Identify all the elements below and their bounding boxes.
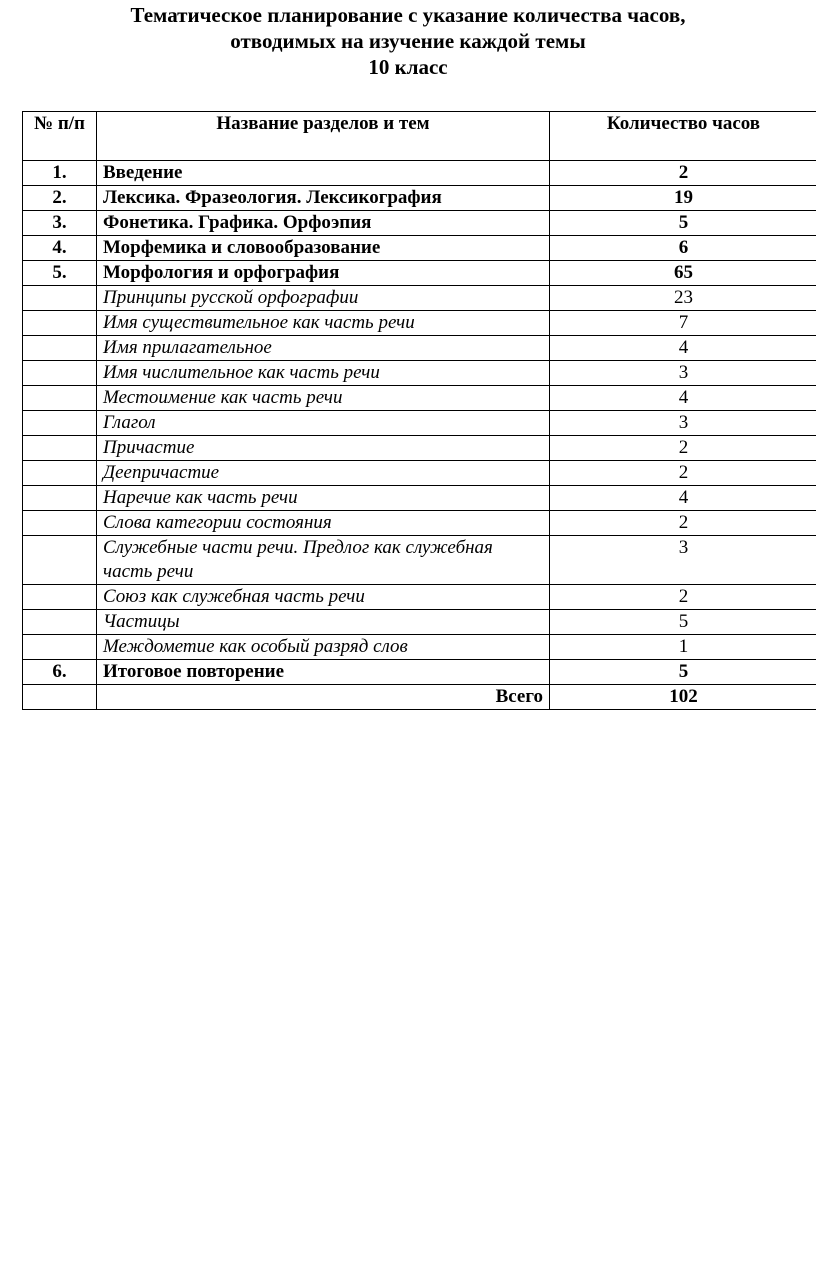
- row-hours: 2: [550, 585, 816, 610]
- table-row: [23, 286, 816, 311]
- table-row: [23, 236, 816, 261]
- row-topic-name: Деепричастие: [97, 461, 550, 486]
- row-hours: 4: [550, 386, 816, 411]
- table-row: [23, 336, 816, 361]
- row-hours: 3: [550, 536, 816, 585]
- row-topic-name: Морфология и орфография: [97, 261, 550, 286]
- row-hours: 5: [550, 211, 816, 236]
- table-row: [23, 261, 816, 286]
- row-hours: 2: [550, 161, 816, 186]
- row-hours: 2: [550, 461, 816, 486]
- row-number: [23, 386, 97, 411]
- row-topic-name: Глагол: [97, 411, 550, 436]
- row-hours: 5: [550, 660, 816, 685]
- row-number: [23, 436, 97, 461]
- table-row: [23, 436, 816, 461]
- title-line-3: 10 класс: [368, 55, 448, 79]
- table-row: [23, 511, 816, 536]
- table-row: [23, 311, 816, 336]
- row-number: 3.: [23, 211, 97, 236]
- row-number: 1.: [23, 161, 97, 186]
- row-hours: 6: [550, 236, 816, 261]
- table-row: [23, 610, 816, 635]
- row-number: [23, 361, 97, 386]
- table-row: [23, 660, 816, 685]
- total-number-cell: [23, 685, 97, 710]
- row-number: [23, 286, 97, 311]
- row-topic-name: Частицы: [97, 610, 550, 635]
- header-hours: Количество часов: [550, 112, 816, 161]
- table-row: [23, 536, 816, 585]
- row-number: [23, 585, 97, 610]
- row-number: [23, 610, 97, 635]
- row-topic-name: Слова категории состояния: [97, 511, 550, 536]
- table-row: [23, 486, 816, 511]
- row-hours: 3: [550, 411, 816, 436]
- row-topic-name: Лексика. Фразеология. Лексикография: [97, 186, 550, 211]
- page-title: [0, 2, 816, 80]
- row-topic-name: Принципы русской орфографии: [97, 286, 550, 311]
- row-number: [23, 511, 97, 536]
- row-number: [23, 635, 97, 660]
- row-hours: 23: [550, 286, 816, 311]
- header-number: № п/п: [23, 112, 97, 161]
- row-hours: 4: [550, 336, 816, 361]
- row-topic-name: Причастие: [97, 436, 550, 461]
- row-number: [23, 311, 97, 336]
- row-number: [23, 336, 97, 361]
- row-number: 2.: [23, 186, 97, 211]
- table-row: [23, 411, 816, 436]
- row-hours: 4: [550, 486, 816, 511]
- row-topic-name: Введение: [97, 161, 550, 186]
- total-row: [23, 685, 816, 710]
- row-number: [23, 536, 97, 585]
- row-topic-name: Наречие как часть речи: [97, 486, 550, 511]
- row-number: [23, 486, 97, 511]
- row-hours: 3: [550, 361, 816, 386]
- row-topic-name: Союз как служебная часть речи: [97, 585, 550, 610]
- thematic-plan-table: [22, 111, 816, 710]
- title-line-1: Тематическое планирование с указание количества часов,: [130, 3, 686, 27]
- row-number: [23, 411, 97, 436]
- table-row: [23, 461, 816, 486]
- row-number: [23, 461, 97, 486]
- row-hours: 7: [550, 311, 816, 336]
- row-hours: 5: [550, 610, 816, 635]
- row-topic-name: Местоимение как часть речи: [97, 386, 550, 411]
- row-topic-name: Междометие как особый разряд слов: [97, 635, 550, 660]
- table-row: [23, 211, 816, 236]
- row-topic-name: Итоговое повторение: [97, 660, 550, 685]
- table-body: [23, 161, 816, 685]
- total-hours: 102: [550, 685, 816, 710]
- row-topic-name: Имя существительное как часть речи: [97, 311, 550, 336]
- header-topic-name: Название разделов и тем: [97, 112, 550, 161]
- table-row: [23, 161, 816, 186]
- row-topic-name: Имя числительное как часть речи: [97, 361, 550, 386]
- row-number: 5.: [23, 261, 97, 286]
- table-row: [23, 186, 816, 211]
- table-row: [23, 361, 816, 386]
- title-line-2: отводимых на изучение каждой темы: [230, 29, 586, 53]
- row-hours: 65: [550, 261, 816, 286]
- row-number: 4.: [23, 236, 97, 261]
- table-header-row: [23, 112, 816, 161]
- row-number: 6.: [23, 660, 97, 685]
- table-row: [23, 635, 816, 660]
- row-hours: 2: [550, 511, 816, 536]
- row-hours: 1: [550, 635, 816, 660]
- row-hours: 19: [550, 186, 816, 211]
- table-row: [23, 386, 816, 411]
- row-topic-name: Служебные части речи. Предлог как служебная часть речи: [97, 536, 550, 585]
- row-topic-name: Морфемика и словообразование: [97, 236, 550, 261]
- row-topic-name: Фонетика. Графика. Орфоэпия: [97, 211, 550, 236]
- total-label: Всего: [97, 685, 550, 710]
- table-row: [23, 585, 816, 610]
- row-hours: 2: [550, 436, 816, 461]
- row-topic-name: Имя прилагательное: [97, 336, 550, 361]
